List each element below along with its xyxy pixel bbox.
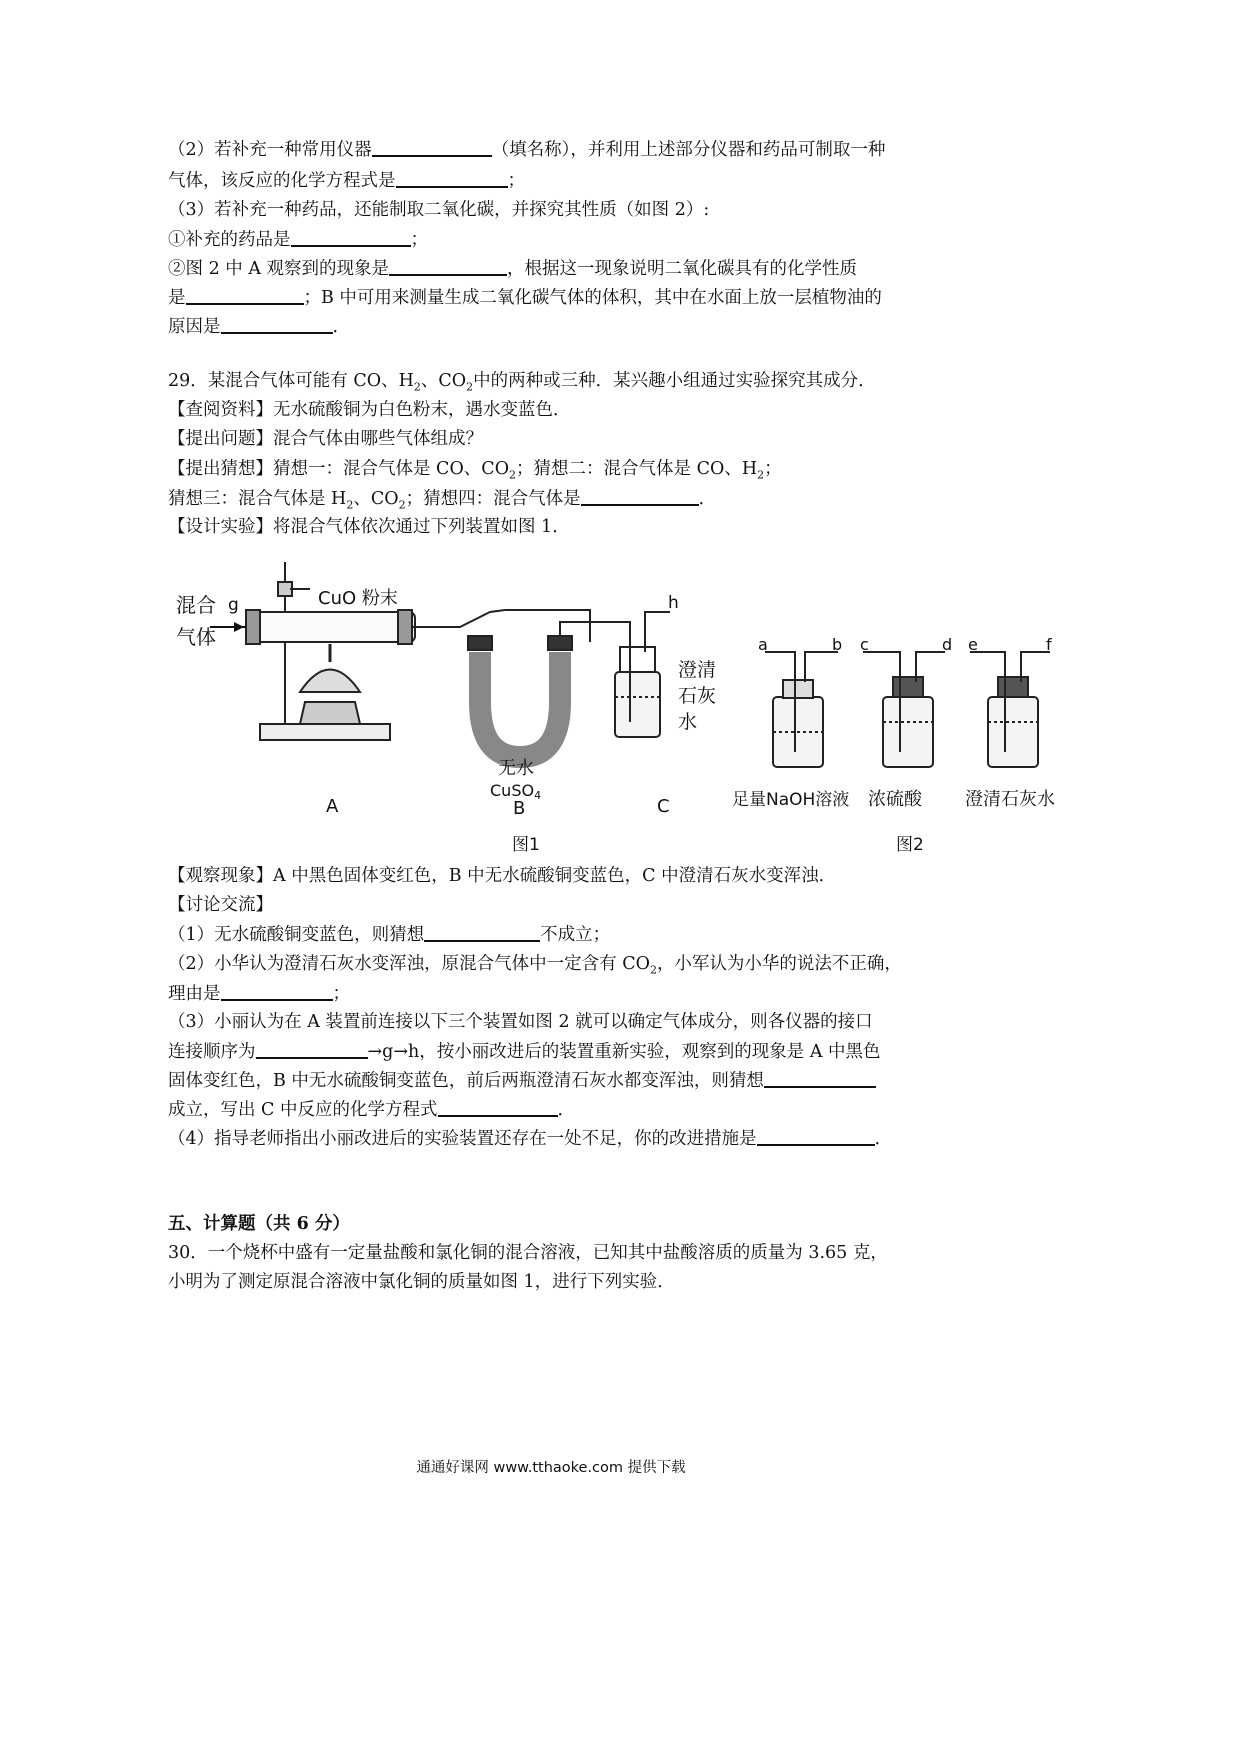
answer-blank[interactable] [438, 1097, 558, 1117]
port-c: c [860, 635, 869, 654]
arrow-in-icon [234, 622, 244, 632]
answer-blank[interactable] [372, 137, 492, 157]
q29-design: 【设计实验】将混合气体依次通过下列装置如图 1． [168, 517, 570, 537]
q29-d3: （3）小丽认为在 A 装置前连接以下三个装置如图 2 就可以确定气体成分，则各仪器的接口 [168, 1012, 873, 1032]
answer-blank[interactable] [186, 285, 304, 305]
bottle-1-label: 足量NaOH溶液 [732, 790, 850, 810]
q30-line-1: 30．一个烧杯中盛有一定量盐酸和氯化铜的混合溶液，已知其中盐酸溶质的质量为 3.65 克， [168, 1243, 888, 1263]
answer-blank[interactable] [389, 256, 507, 276]
q29-discuss: 【讨论交流】 [168, 895, 273, 915]
q29-d2: （2）小华认为澄清石灰水变浑浊，原混合气体中一定含有 $CO_2$，小军认为小华的说法不正确， [168, 954, 902, 977]
q29-d3-order: 连接顺序为 →g→h，按小丽改进后的装置重新实验，观察到的现象是 A 中黑色 [168, 1039, 881, 1064]
gas-label-2: 气体 [176, 625, 216, 649]
limewater-label-3: 水 [678, 711, 698, 733]
q29-d3-result: 固体变红色，B 中无水硫酸铜变蓝色，前后两瓶澄清石灰水都变浑浊，则猜想 [168, 1068, 876, 1093]
label-A: A [326, 796, 339, 817]
answer-blank[interactable] [291, 227, 411, 247]
q28-line-2: （2）若补充一种常用仪器 （填名称），并利用上述部分仪器和药品可制取一种 [168, 137, 885, 162]
apparatus-C [615, 612, 670, 737]
bottles-fig2 [765, 652, 1050, 767]
port-b: b [832, 635, 843, 654]
q29-d4: （4）指导老师指出小丽改进后的实验装置还存在一处不足，你的改进措施是 ． [168, 1126, 892, 1151]
q29-guess: 【提出猜想】猜想一：混合气体是 CO、$CO_2$；猜想二：混合气体是 CO、$H_2$； [168, 459, 782, 482]
q30-line-2: 小明为了测定原混合溶液中氯化铜的质量如图 1，进行下列实验． [168, 1272, 675, 1292]
q29-observe: 【观察现象】A 中黑色固体变红色，B 中无水硫酸铜变蓝色，C 中澄清石灰水变浑浊． [168, 866, 837, 886]
anhydrous-label: 无水 [498, 758, 534, 779]
answer-blank[interactable] [221, 314, 333, 334]
port-d: d [942, 635, 953, 654]
q28-line-5: ①补充的药品是 ； [168, 227, 428, 252]
limewater-label-2: 石灰 [678, 685, 717, 707]
q28-line-3: 气体，该反应的化学方程式是 ； [168, 168, 525, 193]
q29-intro: 29．某混合气体可能有 CO、$H_2$、$CO_2$中的两种或三种．某兴趣小组通过实验探究其成分． [168, 371, 876, 394]
fig1-caption: 图1 [512, 835, 540, 855]
answer-blank[interactable] [424, 922, 540, 942]
q28-line-4: （3）若补充一种药品，还能制取二氧化碳，并探究其性质（如图 2）: [168, 200, 710, 220]
section-5-title: 五、计算题（共 6 分） [168, 1214, 350, 1234]
apparatus-figure [160, 552, 1080, 862]
q29-d2-reason: 理由是 ； [168, 981, 350, 1006]
port-h: h [668, 593, 679, 613]
port-e: e [968, 635, 978, 654]
q29-guess-2: 猜想三：混合气体是 $H_2$、$CO_2$；猜想四：混合气体是 ． [168, 486, 716, 518]
port-f: f [1046, 635, 1052, 654]
cuso4-label: CuSO4 [490, 781, 542, 802]
cuo-label: CuO 粉末 [318, 588, 398, 609]
q29-info: 【查阅资料】无水硫酸铜为白色粉末，遇水变蓝色． [168, 400, 571, 420]
answer-blank[interactable] [757, 1126, 875, 1146]
q28-line-6: ②图 2 中 A 观察到的现象是 ，根据这一现象说明二氧化碳具有的化学性质 [168, 256, 857, 281]
port-a: a [758, 635, 768, 654]
q29-question: 【提出问题】混合气体由哪些气体组成？ [168, 429, 483, 449]
fig2-caption: 图2 [896, 835, 924, 855]
q29-d3-equation: 成立，写出 C 中反应的化学方程式 ． [168, 1097, 575, 1122]
port-g: g [228, 595, 239, 615]
label-C: C [657, 796, 670, 817]
gas-label-1: 混合 [176, 593, 216, 617]
bottle-2-label: 浓硫酸 [868, 789, 922, 810]
apparatus-B [468, 610, 630, 757]
answer-blank[interactable] [764, 1068, 876, 1088]
label-B: B [513, 798, 526, 819]
page-footer: 通通好课网 www.tthaoke.com 提供下载 [416, 1460, 686, 1476]
limewater-label-1: 澄清 [678, 659, 717, 681]
bottle-3-label: 澄清石灰水 [965, 789, 1055, 810]
q28-line-8: 原因是 ． [168, 314, 350, 339]
q28-line-7: 是 ；B 中可用来测量生成二氧化碳气体的体积，其中在水面上放一层植物油的 [168, 285, 882, 310]
q29-d1: （1）无水硫酸铜变蓝色，则猜想 不成立； [168, 922, 610, 947]
answer-blank[interactable] [256, 1039, 368, 1059]
answer-blank[interactable] [396, 168, 508, 188]
answer-blank[interactable] [221, 981, 333, 1001]
answer-blank[interactable] [581, 486, 699, 506]
